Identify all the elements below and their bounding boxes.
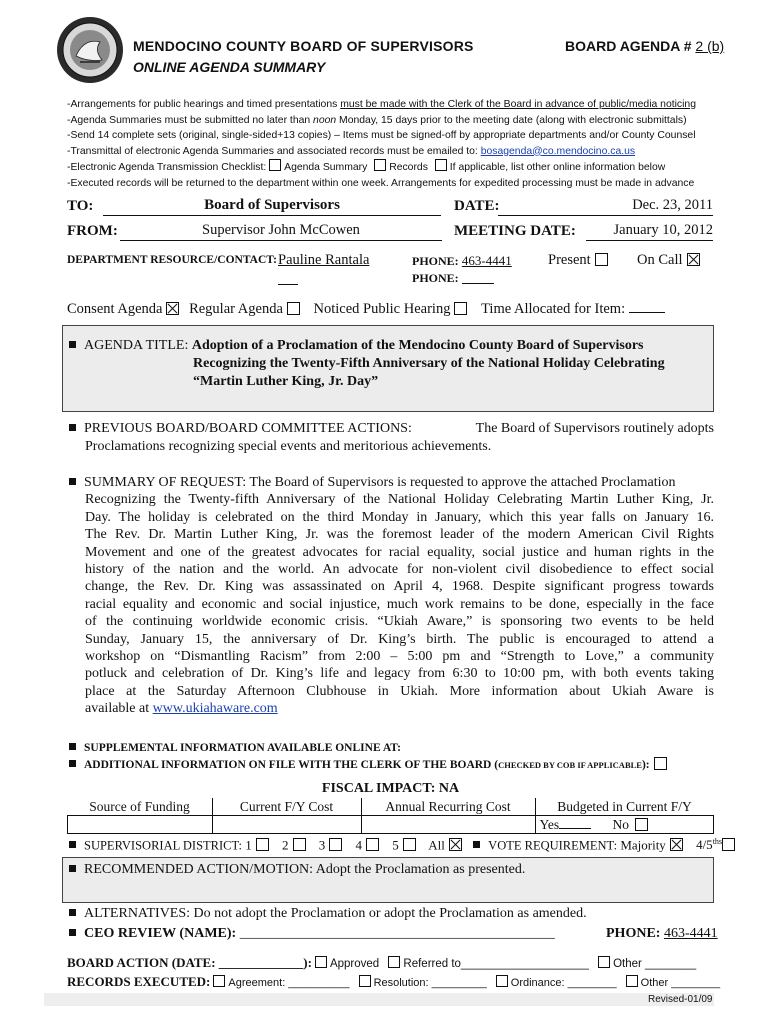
ceo-review: CEO REVIEW (NAME): _____________________________________________	[69, 926, 555, 942]
bullet-icon	[69, 929, 76, 936]
dept-contact-blank[interactable]	[278, 270, 298, 285]
bullet-icon	[69, 341, 76, 348]
district-all-checkbox[interactable]	[449, 838, 462, 851]
fiscal-table	[67, 798, 714, 834]
recommended-action: RECOMMENDED ACTION/MOTION: Adopt the Proclamation as presented.	[69, 862, 525, 878]
checklist-records-checkbox[interactable]	[374, 159, 386, 171]
agenda-number: 2 (b)	[695, 38, 725, 54]
budgeted-no-checkbox[interactable]	[635, 818, 648, 831]
board-other-checkbox[interactable]	[598, 956, 610, 968]
resolution-checkbox[interactable]	[359, 975, 371, 987]
budgeted-cell: Yes No	[535, 816, 714, 834]
ordinance-checkbox[interactable]	[496, 975, 508, 987]
bullet-icon	[69, 424, 76, 431]
fiscal-header: Current F/Y Cost	[212, 798, 361, 816]
from-field[interactable]: Supervisor John McCowen	[120, 222, 442, 241]
consent-agenda-checkbox[interactable]	[166, 302, 179, 315]
from-label: FROM:	[67, 223, 118, 239]
meeting-date-label: MEETING DATE:	[454, 223, 576, 239]
phone2-field[interactable]	[462, 271, 494, 284]
agenda-title-line2: Recognizing the Twenty-Fifth Anniversary of the National Holiday Celebrating	[193, 356, 665, 371]
noticed-hearing-checkbox[interactable]	[454, 302, 467, 315]
instruction-line: -Agenda Summaries must be submitted no later than noon Monday, 15 days prior to the meeting date (along with electronic submittals)	[67, 114, 687, 126]
board-action-row: BOARD ACTION (DATE: _____________): Approved Referred to____________________ Other ________	[67, 955, 697, 970]
current-cost-cell[interactable]	[212, 816, 361, 834]
present-checkbox[interactable]	[595, 253, 608, 266]
approved-checkbox[interactable]	[315, 956, 327, 968]
oncall-checkbox[interactable]	[687, 253, 700, 266]
agreement-checkbox[interactable]	[213, 975, 225, 987]
district-row: SUPERVISORIAL DISTRICT: 1 2 3 4 5 All VOTE REQUIREMENT: Majority $4/5^{ths}$	[69, 837, 735, 853]
bullet-icon	[69, 865, 76, 872]
footer-bar	[44, 993, 714, 1006]
cob-checked-checkbox[interactable]	[654, 757, 667, 770]
district-3-checkbox[interactable]	[329, 838, 342, 851]
to-row: TO:	[67, 198, 94, 214]
revised-date: Revised-01/09	[648, 994, 713, 1005]
summary-of-request: SUMMARY OF REQUEST: The Board of Supervisors is requested to approve the attached Proclamation Recognizing the Twenty-fifth Anniversary of the National Holiday Celebrating Martin Luther King, Jr. Day. The holiday is celebrated on the third Monday in January, which this year falls on January 16. The Rev. Dr. Martin Luther King, Jr. was the foremost leader of the modern American Civil Rights Movement and one of the greatest advocates for racial equality, social justice and human rights in the history of the nation and the world. An advocate for non-violent civil disobedience to effect social change, the Rev. Dr. King was assassinated on April 4, 1968. Despite significant progress towards racial equality and economic and social injustice, much work remains to be done, especially in the face of the continuing worldwide economic crisis. “Ukiah Aware,” is sponsoring two events to be held Sunday, January 15, the anniversary of Dr. King’s birth. The public is encouraged to attend a workshop on “Dismantling Racism” from 2:00 – 5:00 pm and “Strength to Love,” a community potluck and celebration of Dr. King’s life and legacy from 6:30 to 10:00 pm, with both events taking place at the Saturday Afternoon Clubhouse in Ukiah. More information about Ukiah Aware is available at www.ukiahaware.com	[69, 474, 714, 718]
agenda-type-row: Consent Agenda Regular Agenda Noticed Public Hearing Time Allocated for Item:	[67, 300, 665, 318]
four-fifths-checkbox[interactable]	[722, 838, 735, 851]
previous-actions: PREVIOUS BOARD/BOARD COMMITTEE ACTIONS: The Board of Supervisors routinely adopts Proclamations recognizing special events and meritorious achievements.	[69, 420, 714, 456]
source-of-funding-cell[interactable]	[68, 816, 213, 834]
majority-checkbox[interactable]	[670, 838, 683, 851]
transmission-checklist: -Electronic Agenda Transmission Checklist: Agenda Summary Records If applicable, list other online information below	[67, 159, 727, 176]
district-2-checkbox[interactable]	[293, 838, 306, 851]
date-field[interactable]: Dec. 23, 2011	[498, 197, 713, 216]
board-agenda-number	[565, 38, 724, 54]
meeting-date-field[interactable]: January 10, 2012	[586, 222, 713, 241]
bullet-icon	[69, 743, 76, 750]
county-seal	[56, 16, 124, 84]
bullet-icon	[69, 841, 76, 848]
instruction-line: -Send 14 complete sets (original, single-sided+13 copies) – Items must be signed-off by appropriate departments and/or County Counsel	[67, 130, 696, 141]
checklist-other-checkbox[interactable]	[435, 159, 447, 171]
page-title: MENDOCINO COUNTY BOARD OF SUPERVISORS	[133, 38, 474, 54]
instruction-line: -Transmittal of electronic Agenda Summaries and associated records must be emailed to: bosagenda@co.mendocino.ca.us	[67, 145, 636, 157]
recurring-cost-cell[interactable]	[361, 816, 535, 834]
phone2-row: PHONE:	[412, 271, 494, 286]
district-5-checkbox[interactable]	[403, 838, 416, 851]
regular-agenda-checkbox[interactable]	[287, 302, 300, 315]
agenda-label: BOARD AGENDA #	[565, 38, 692, 54]
records-other-checkbox[interactable]	[626, 975, 638, 987]
email-link[interactable]: bosagenda@co.mendocino.ca.us	[480, 145, 636, 157]
fiscal-impact-title: FISCAL IMPACT: NA	[321, 781, 460, 796]
phone-row: PHONE: 463-4441	[412, 253, 512, 268]
records-executed-row: RECORDS EXECUTED: Agreement: __________ Resolution: _________ Ordinance: ________ Other ________	[67, 974, 721, 989]
bullet-icon	[69, 478, 76, 485]
supplemental-info: SUPPLEMENTAL INFORMATION AVAILABLE ONLINE AT: ADDITIONAL INFORMATION ON FILE WITH THE CLERK OF THE BOARD (CHECKED BY COB IF APPLICABLE):	[69, 740, 667, 774]
fiscal-header: Annual Recurring Cost	[361, 798, 535, 816]
agenda-title: AGENDA TITLE: Adoption of a Proclamation of the Mendocino County Board of Supervisors	[69, 337, 644, 355]
oncall-option[interactable]: On Call	[637, 252, 700, 269]
dept-contact-label: DEPARTMENT RESOURCE/CONTACT:	[67, 254, 277, 266]
district-1-checkbox[interactable]	[256, 838, 269, 851]
ceo-name-field[interactable]: _____________________________________________	[239, 926, 555, 941]
ceo-phone: PHONE: 463-4441	[606, 926, 718, 941]
instruction-line: -Executed records will be returned to the department within one week. Arrangements for expedited processing must be made in advance	[67, 177, 695, 189]
instructions	[67, 97, 727, 191]
present-option[interactable]: Present	[548, 252, 608, 269]
budgeted-yes-field[interactable]	[559, 816, 591, 829]
date-label: DATE:	[454, 198, 500, 214]
checklist-agenda-summary-checkbox[interactable]	[269, 159, 281, 171]
alternatives: ALTERNATIVES: Do not adopt the Proclamation or adopt the Proclamation as amended.	[69, 906, 587, 922]
to-field[interactable]: Board of Supervisors	[103, 197, 441, 216]
agenda-title-line3: “Martin Luther King, Jr. Day”	[193, 374, 379, 389]
page-subtitle: ONLINE AGENDA SUMMARY	[133, 59, 326, 75]
referred-checkbox[interactable]	[388, 956, 400, 968]
time-allocated-field[interactable]	[629, 300, 665, 313]
dept-contact-field[interactable]: Pauline Rantala	[278, 252, 370, 268]
phone-value[interactable]: 463-4441	[461, 253, 512, 268]
fiscal-header: Budgeted in Current F/Y	[535, 798, 714, 816]
ukiah-aware-link[interactable]: www.ukiahaware.com	[152, 701, 278, 717]
bullet-icon	[69, 909, 76, 916]
district-4-checkbox[interactable]	[366, 838, 379, 851]
bullet-icon	[69, 760, 76, 767]
instruction-line: -Arrangements for public hearings and timed presentations must be made with the Clerk of the Board in advance of public/media noticing	[67, 99, 696, 110]
fiscal-header: Source of Funding	[68, 798, 213, 816]
bullet-icon	[473, 841, 480, 848]
